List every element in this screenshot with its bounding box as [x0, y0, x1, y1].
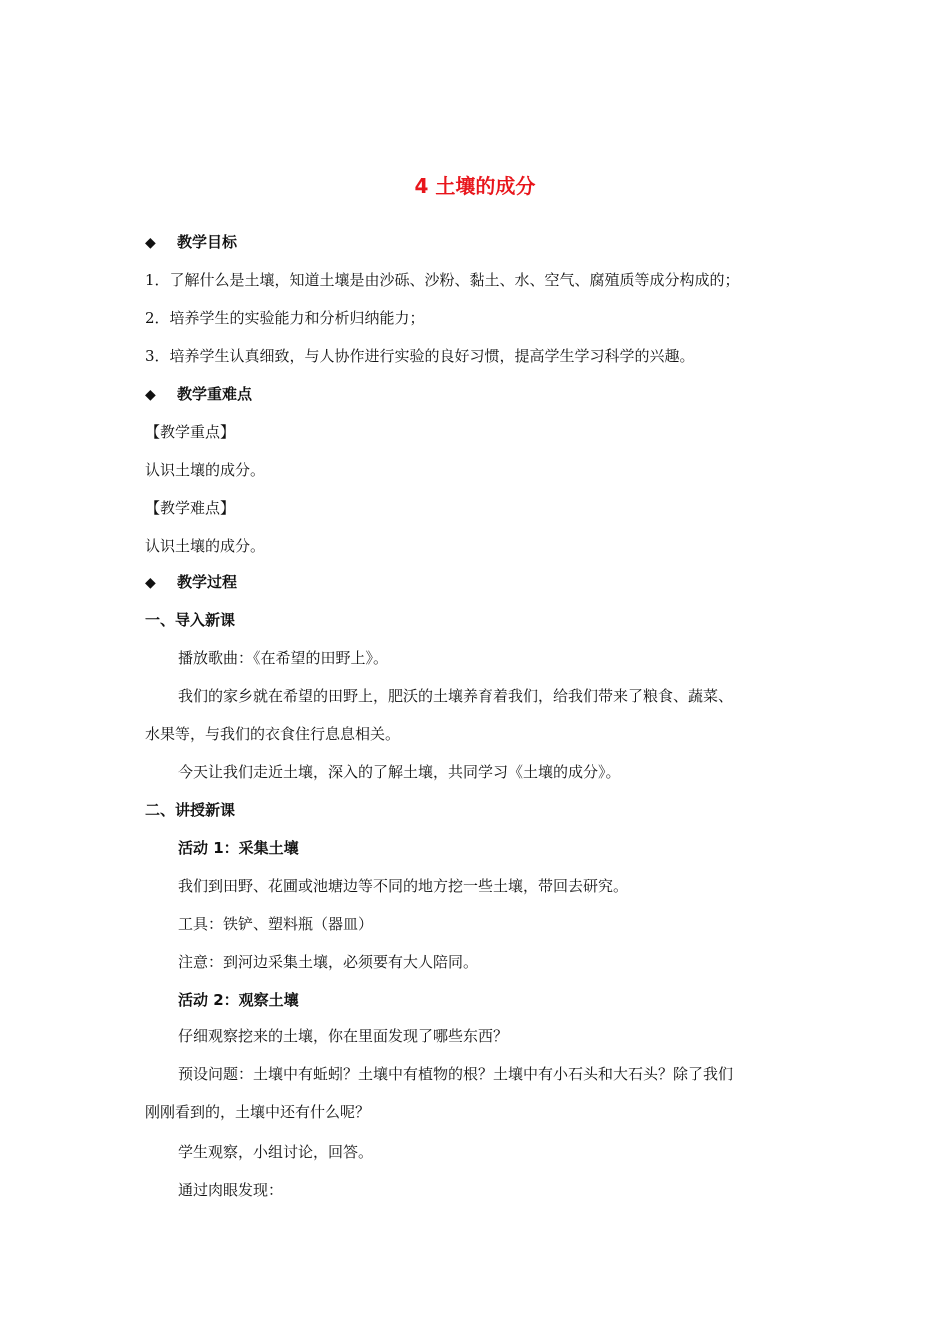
objective-3: 3．培养学生认真细致，与人协作进行实验的良好习惯，提高学生学习科学的兴趣。	[145, 347, 695, 365]
activity-paragraph: 刚刚看到的，土壤中还有什么呢？	[145, 1103, 371, 1121]
objective-1: 1．了解什么是土壤，知道土壤是由沙砾、沙粉、黏土、水、空气、腐殖质等成分构成的；	[145, 271, 740, 289]
difficult-text: 认识土壤的成分。	[145, 537, 266, 555]
difficult-label: 【教学难点】	[145, 499, 236, 517]
activity-paragraph: 学生观察，小组讨论，回答。	[178, 1143, 374, 1161]
section-key-points: ◆ 教学重难点	[145, 385, 253, 403]
part1-paragraph: 播放歌曲：《在希望的田野上》。	[178, 649, 389, 667]
activity-paragraph: 通过肉眼发现：	[178, 1181, 284, 1199]
activity-2-heading: 活动 2：观察土壤	[178, 991, 299, 1009]
section-objectives: ◆ 教学目标	[145, 233, 238, 251]
part1-paragraph: 今天让我们走近土壤，深入的了解土壤，共同学习《土壤的成分》。	[178, 763, 621, 781]
key-text: 认识土壤的成分。	[145, 461, 266, 479]
activity-paragraph: 我们到田野、花圃或池塘边等不同的地方挖一些土壤，带回去研究。	[178, 877, 629, 895]
diamond-bullet-icon: ◆	[145, 235, 156, 251]
document-title: 4 土壤的成分	[414, 174, 536, 198]
key-label: 【教学重点】	[145, 423, 236, 441]
diamond-bullet-icon: ◆	[145, 575, 156, 591]
part2-heading: 二、讲授新课	[145, 801, 236, 819]
activity-paragraph: 仔细观察挖来的土壤，你在里面发现了哪些东西？	[178, 1027, 509, 1045]
section-process: ◆ 教学过程	[145, 573, 238, 591]
activity-paragraph: 工具：铁铲、塑料瓶（器皿）	[178, 915, 374, 933]
part1-heading: 一、导入新课	[145, 611, 236, 629]
part1-paragraph: 水果等，与我们的衣食住行息息相关。	[145, 725, 401, 743]
part1-paragraph: 我们的家乡就在希望的田野上，肥沃的土壤养育着我们，给我们带来了粮食、蔬菜、	[178, 687, 734, 705]
activity-paragraph: 注意：到河边采集土壤，必须要有大人陪同。	[178, 953, 479, 971]
diamond-bullet-icon: ◆	[145, 387, 156, 403]
activity-paragraph: 预设问题：土壤中有蚯蚓？土壤中有植物的根？土壤中有小石头和大石头？除了我们	[178, 1065, 734, 1083]
objective-2: 2．培养学生的实验能力和分析归纳能力；	[145, 309, 425, 327]
activity-1-heading: 活动 1：采集土壤	[178, 839, 299, 857]
